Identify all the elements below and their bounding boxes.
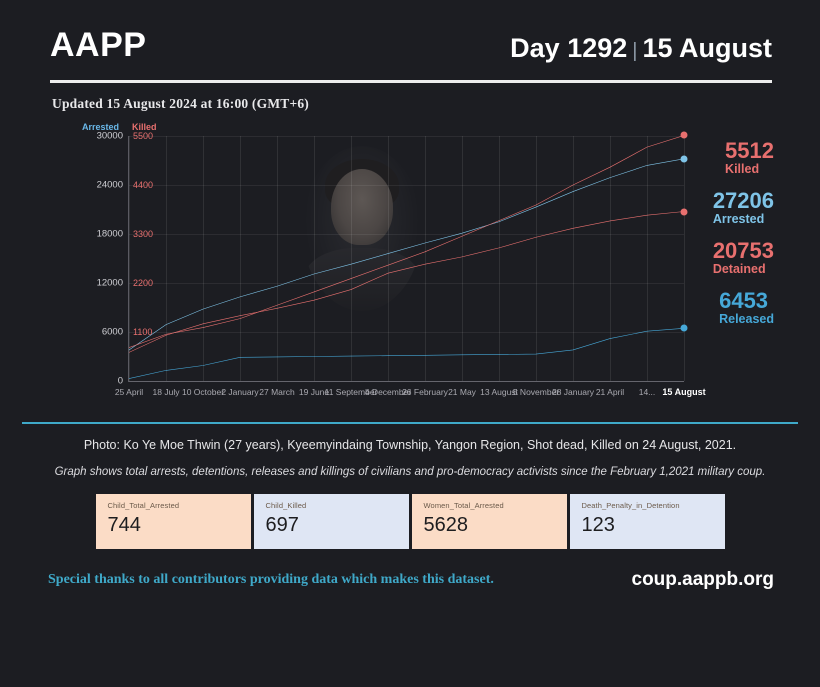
y2-axis-tick: 4400 xyxy=(133,180,154,190)
footer xyxy=(48,569,774,591)
x-axis-tick: 28 January xyxy=(551,387,595,397)
x-axis-tick: 14... xyxy=(638,387,656,397)
x-axis-tick: 15 August xyxy=(662,387,706,397)
stat-card xyxy=(570,494,725,549)
y-axis-tick: 6000 xyxy=(101,326,123,338)
x-axis-tick: 27 March xyxy=(259,387,295,397)
grid-line-horizontal xyxy=(129,234,684,235)
y-axis-tick: 18000 xyxy=(96,228,123,240)
series-end-dot xyxy=(681,132,688,139)
callout-number: 6453 xyxy=(719,288,769,313)
y2-axis-tick: 1100 xyxy=(133,327,153,337)
stat-card-value: 744 xyxy=(107,514,141,536)
stat-card-value: 123 xyxy=(581,514,615,536)
callout-number: 5512 xyxy=(725,138,774,163)
series-end-dot xyxy=(681,208,688,215)
value-callout xyxy=(713,240,774,276)
series-end-dot xyxy=(681,155,688,162)
grid-line-vertical xyxy=(351,136,352,381)
y-axis-tick: 30000 xyxy=(96,130,123,142)
x-axis-tick: 2 January xyxy=(221,387,259,397)
x-axis-tick: 19 June xyxy=(298,387,330,397)
content-area xyxy=(22,14,798,673)
callout-label: Released xyxy=(719,312,774,326)
header-divider xyxy=(50,80,772,83)
stat-card xyxy=(96,494,251,549)
stat-cards xyxy=(22,494,798,549)
grid-line-horizontal xyxy=(129,136,684,137)
x-axis-tick: 5 November xyxy=(512,387,560,397)
stat-card-label: Death_Penalty_in_Detention xyxy=(581,501,680,510)
y2-axis-tick: 3300 xyxy=(133,229,154,239)
stat-card xyxy=(412,494,567,549)
website-link[interactable]: coup.aappb.org xyxy=(631,569,774,590)
chart-container xyxy=(50,122,772,412)
y2-axis-tick: 2200 xyxy=(133,278,154,288)
grid-line-horizontal xyxy=(129,283,684,284)
value-callout xyxy=(719,290,774,326)
header xyxy=(22,14,798,72)
y-axis-tick: 12000 xyxy=(96,277,123,289)
stat-card-value: 697 xyxy=(265,514,299,536)
grid-line-vertical xyxy=(536,136,537,381)
series-end-dot xyxy=(681,325,688,332)
title-separator: | xyxy=(632,40,638,62)
axis-label-killed: Killed xyxy=(132,122,157,132)
photo-caption: Photo: Ko Ye Moe Thwin (27 years), Kyeemyindaing Township, Yangon Region, Shot dead, Killed on 24 August, 2021. xyxy=(83,438,737,452)
header-date: 15 August xyxy=(642,33,772,63)
chart-plot-area xyxy=(96,130,706,397)
y-axis-tick: 0 xyxy=(117,375,123,387)
stat-card-label: Child_Total_Arrested xyxy=(107,501,180,510)
x-axis-tick: 21 May xyxy=(448,387,476,397)
grid-line-vertical xyxy=(314,136,315,381)
series-line xyxy=(129,159,684,350)
axis-label-arrested: Arrested xyxy=(82,122,120,132)
grid-line-vertical xyxy=(166,136,167,381)
grid-line-vertical xyxy=(388,136,389,381)
day-date-title xyxy=(510,35,772,62)
stat-card-value: 5628 xyxy=(423,514,468,536)
thanks-text: Special thanks to all contributors providing data which makes this dataset. xyxy=(48,572,494,587)
grid-line-horizontal xyxy=(129,185,684,186)
grid-line-vertical xyxy=(573,136,574,381)
grid-line-vertical xyxy=(277,136,278,381)
grid-line-vertical xyxy=(684,136,685,381)
grid-line-vertical xyxy=(610,136,611,381)
y-axis-tick: 24000 xyxy=(96,179,123,191)
x-axis-tick: 21 April xyxy=(595,387,625,397)
x-axis-tick: 18 July xyxy=(152,387,180,397)
stat-card-label: Child_Killed xyxy=(265,501,307,510)
stat-card-label: Women_Total_Arrested xyxy=(423,501,504,510)
grid-line-vertical xyxy=(462,136,463,381)
day-count: Day 1292 xyxy=(510,33,628,63)
grid-line-horizontal xyxy=(129,332,684,333)
grid-line-vertical xyxy=(647,136,648,381)
brand-title: AAPP xyxy=(50,26,147,64)
x-axis-tick: 26 February xyxy=(402,387,448,397)
callout-label: Arrested xyxy=(712,212,765,226)
x-axis-tick: 10 October xyxy=(181,387,225,397)
callout-number: 20753 xyxy=(712,238,774,263)
stat-card xyxy=(254,494,409,549)
y2-axis-tick: 5500 xyxy=(133,131,154,141)
x-axis-tick: 25 April xyxy=(114,387,144,397)
x-axis-tick: 4 December xyxy=(364,387,412,397)
callout-label: Killed xyxy=(725,162,760,176)
grid-line-vertical xyxy=(499,136,500,381)
grid-line-vertical xyxy=(203,136,204,381)
graph-description: Graph shows total arrests, detentions, releases and killings of civilians and pro-democracy activists since the February 1,2021 military coup. xyxy=(54,466,766,478)
x-axis-tick: 13 August xyxy=(480,387,518,397)
grid-line-vertical xyxy=(425,136,426,381)
series-line xyxy=(129,328,684,378)
callout-number: 27206 xyxy=(712,188,774,213)
chart-lines xyxy=(129,136,684,381)
value-callout xyxy=(725,140,774,176)
grid-line-vertical xyxy=(240,136,241,381)
x-axis-tick: 11 September xyxy=(324,387,378,397)
grid-line-horizontal xyxy=(129,381,684,382)
grid-line-vertical xyxy=(129,136,130,381)
series-line xyxy=(129,136,684,348)
updated-timestamp: Updated 15 August 2024 at 16:00 (GMT+6) xyxy=(52,96,310,111)
section-divider xyxy=(22,422,798,424)
callout-label: Detained xyxy=(712,262,766,276)
value-callout xyxy=(713,190,774,226)
